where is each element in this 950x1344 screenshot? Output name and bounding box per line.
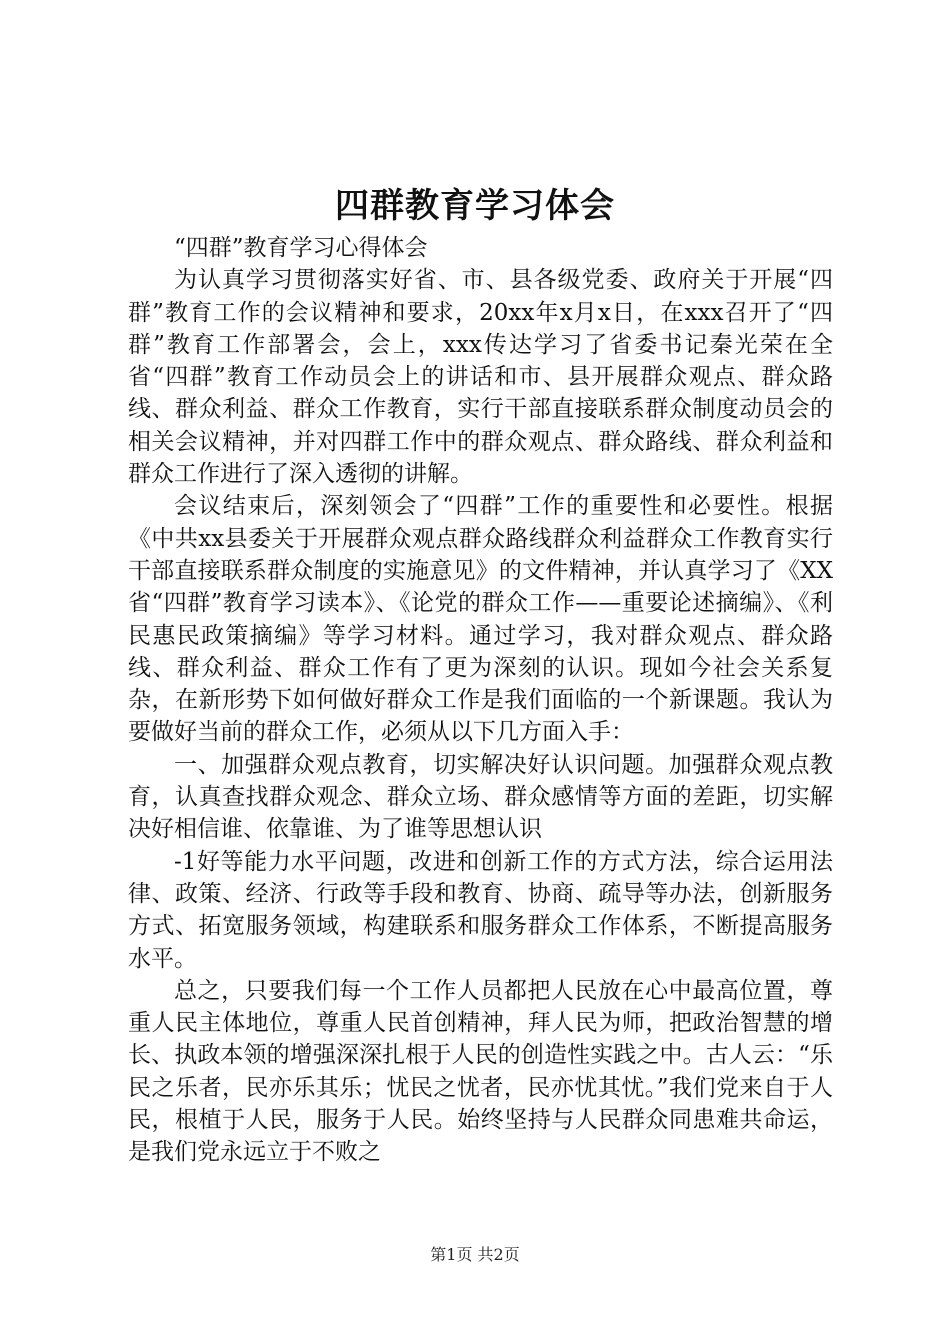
paragraph-point-one: 一、加强群众观点教育，切实解决好认识问题。加强群众观点教育，认真查找群众观念、群众立场、群众感情等方面的差距，切实解决好相信谁、依靠谁、为了谁等思想认识 — [128, 751, 833, 843]
paragraph-continuation: -1好等能力水平问题，改进和创新工作的方式方法，综合运用法律、政策、经济、行政等手段和教育、协商、疏导等办法，创新服务方式、拓宽服务领域，构建联系和服务群众工作体系，不断提高服务水平。 — [128, 848, 833, 972]
document-body — [128, 232, 833, 1169]
document-title: 四群教育学习体会 — [335, 186, 615, 226]
page-number-footer: 第1页 共2页 — [430, 1245, 520, 1264]
document-subtitle: “四群”教育学习心得体会 — [174, 235, 428, 261]
paragraph-conclusion: 总之，只要我们每一个工作人员都把人民放在心中最高位置，尊重人民主体地位，尊重人民首创精神，拜人民为师，把政治智慧的增长、执政本领的增强深深扎根于人民的创造性实践之中。古人云：“乐民之乐者，民亦乐其乐；忧民之忧者，民亦忧其忧。”我们党来自于人民，根植于人民，服务于人民。始终坚持与人民群众同患难共命运，是我们党永远立于不败之 — [128, 977, 833, 1166]
paragraph-intro: 为认真学习贯彻落实好省、市、县各级党委、政府关于开展“四群”教育工作的会议精神和要求，20xx年x月x日，在xxx召开了“四群”教育工作部署会，会上，xxx传达学习了省委书记秦光荣在全省“四群”教育工作动员会上的讲话和市、县开展群众观点、群众路线、群众利益、群众工作教育，实行干部直接联系群众制度动员会的相关会议精神，并对四群工作中的群众观点、群众路线、群众利益和群众工作进行了深入透彻的讲解。 — [128, 267, 833, 488]
paragraph-study: 会议结束后，深刻领会了“四群”工作的重要性和必要性。根据《中共xx县委关于开展群众观点群众路线群众利益群众工作教育实行干部直接联系群众制度的实施意见》的文件精神，并认真学习了《XX省“四群”教育学习读本》、《论党的群众工作——重要论述摘编》、《利民惠民政策摘编》等学习材料。通过学习，我对群众观点、群众路线、群众利益、群众工作有了更为深刻的认识。现如今社会关系复杂，在新形势下如何做好群众工作是我们面临的一个新课题。我认为要做好当前的群众工作，必须从以下几方面入手： — [128, 493, 833, 746]
